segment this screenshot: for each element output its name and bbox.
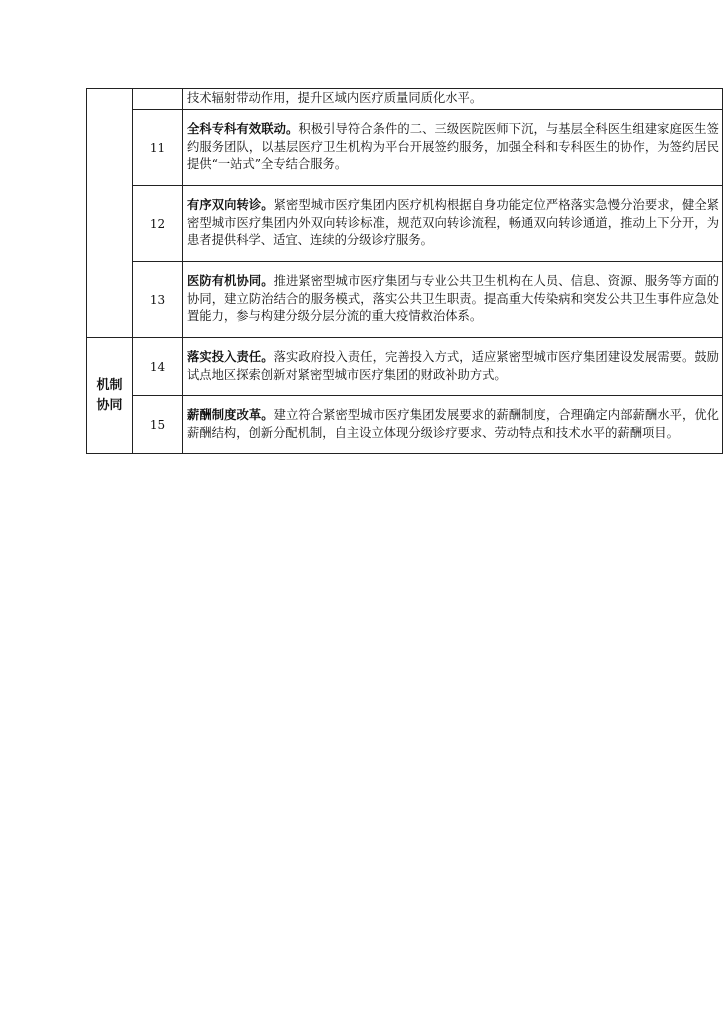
item-title: 全科专科有效联动。 <box>187 122 299 137</box>
item-number: 13 <box>133 262 183 338</box>
item-body: 积极引导符合条件的二、三级医院医师下沉，与基层全科医生组建家庭医生签约服务团队，以基层医疗卫生机构为平台开展签约服务，加强全科和专科医生的协作，为签约居民提供“一站式”全专结合服务。 <box>187 122 719 172</box>
table-row <box>87 396 723 454</box>
item-number <box>133 89 183 110</box>
table-row <box>87 89 723 110</box>
item-title: 有序双向转诊。 <box>187 198 274 213</box>
item-body: 建立符合紧密型城市医疗集团发展要求的薪酬制度，合理确定内部薪酬水平，优化薪酬结构，创新分配机制，自主设立体现分级诊疗要求、劳动特点和技术水平的薪酬项目。 <box>187 407 719 440</box>
table-row <box>87 262 723 338</box>
item-body: 技术辐射带动作用，提升区域内医疗质量同质化水平。 <box>187 91 483 106</box>
item-text <box>183 186 723 262</box>
item-text <box>183 338 723 396</box>
table-row <box>87 338 723 396</box>
item-text <box>183 89 723 110</box>
item-body: 落实政府投入责任，完善投入方式，适应紧密型城市医疗集团建设发展需要。鼓励试点地区探索创新对紧密型城市医疗集团的财政补助方式。 <box>187 349 719 382</box>
item-title: 薪酬制度改革。 <box>187 407 274 422</box>
category-cell-continued <box>87 89 133 338</box>
item-number: 14 <box>133 338 183 396</box>
item-text <box>183 110 723 186</box>
item-text <box>183 396 723 454</box>
item-title: 落实投入责任。 <box>187 349 274 364</box>
item-number: 15 <box>133 396 183 454</box>
item-text <box>183 262 723 338</box>
item-title: 医防有机协同。 <box>187 274 274 289</box>
category-label-line: 协同 <box>96 397 123 413</box>
table-row <box>87 186 723 262</box>
item-body: 紧密型城市医疗集团内医疗机构根据自身功能定位严格落实急慢分治要求，健全紧密型城市医疗集团内外双向转诊标准，规范双向转诊流程，畅通双向转诊通道，推动上下分开，为患者提供科学、适宜、连续的分级诊疗服务。 <box>187 198 719 248</box>
item-number: 11 <box>133 110 183 186</box>
category-cell <box>87 338 133 454</box>
item-number: 12 <box>133 186 183 262</box>
item-body: 推进紧密型城市医疗集团与专业公共卫生机构在人员、信息、资源、服务等方面的协同，建立防治结合的服务模式，落实公共卫生职责。提高重大传染病和突发公共卫生事件应急处置能力，参与构建分级分层分流的重大疫情救治体系。 <box>187 274 719 324</box>
policy-table <box>86 88 723 454</box>
category-label-line: 机制 <box>96 377 123 393</box>
table-row <box>87 110 723 186</box>
